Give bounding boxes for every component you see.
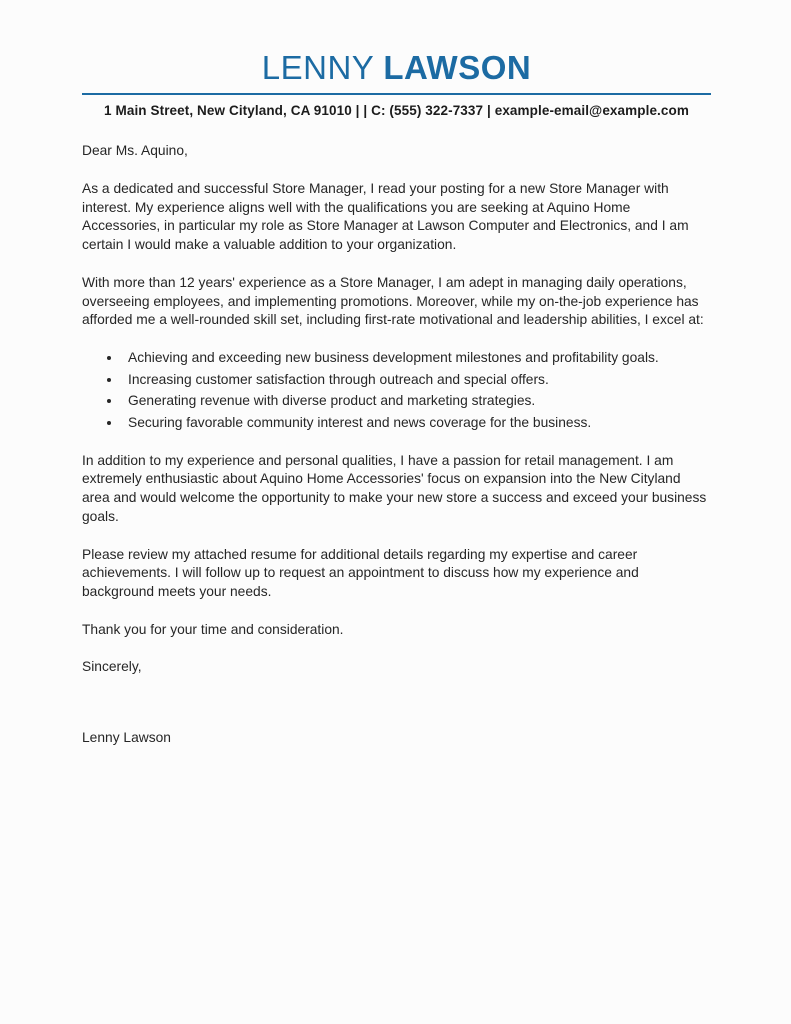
candidate-first-name: LENNY: [261, 49, 374, 86]
closing-line: Sincerely,: [82, 659, 142, 675]
paragraph-intro: As a dedicated and successful Store Manager, I read your posting for a new Store Manager with interest. My experience aligns well with the qualifications you are seeking at Aquino Home Accessories, in particular my role as Store Manager at Lawson Computer and Electronics, and I am certain I would make a valuable addition to your organization.: [82, 181, 689, 253]
list-item: • Generating revenue with diverse product and marketing strategies.: [122, 392, 711, 411]
contact-info: 1 Main Street, New Cityland, CA 91010 | | C: (555) 322-7337 | example-email@example.com: [104, 103, 689, 119]
paragraph-followup: Please review my attached resume for additional details regarding my expertise and career achievements. I will follow up to request an appointment to discuss how my experience and background meets your needs.: [82, 546, 639, 599]
salutation: Dear Ms. Aquino,: [82, 143, 188, 159]
paragraph-experience: With more than 12 years' experience as a Store Manager, I am adept in managing daily operations, overseeing employees, and implementing promotions. Moreover, while my on-the-job experience has afforded me a well-rounded skill set, including first-rate motivational and leadership abilities, I excel at:: [82, 274, 704, 328]
candidate-last-name: LAWSON: [383, 49, 532, 86]
list-item: • Securing favorable community interest and news coverage for the business.: [122, 414, 711, 433]
signature-name: Lenny Lawson: [82, 730, 171, 746]
list-item: • Increasing customer satisfaction through outreach and special offers.: [122, 371, 711, 390]
thank-you-line: Thank you for your time and consideration.: [82, 621, 344, 637]
letter-header: [82, 50, 711, 118]
candidate-name: [82, 50, 711, 86]
header-divider: [82, 93, 711, 95]
list-item: • Achieving and exceeding new business development milestones and profitability goals.: [122, 349, 711, 368]
letter-body: [82, 142, 711, 747]
skills-bullet-list: [82, 349, 711, 433]
paragraph-passion: In addition to my experience and personal qualities, I have a passion for retail management. I am extremely enthusiastic about Aquino Home Accessories' focus on expansion into the New Cityland area and would welcome the opportunity to make your new store a success and exceed your business goals.: [82, 452, 707, 524]
